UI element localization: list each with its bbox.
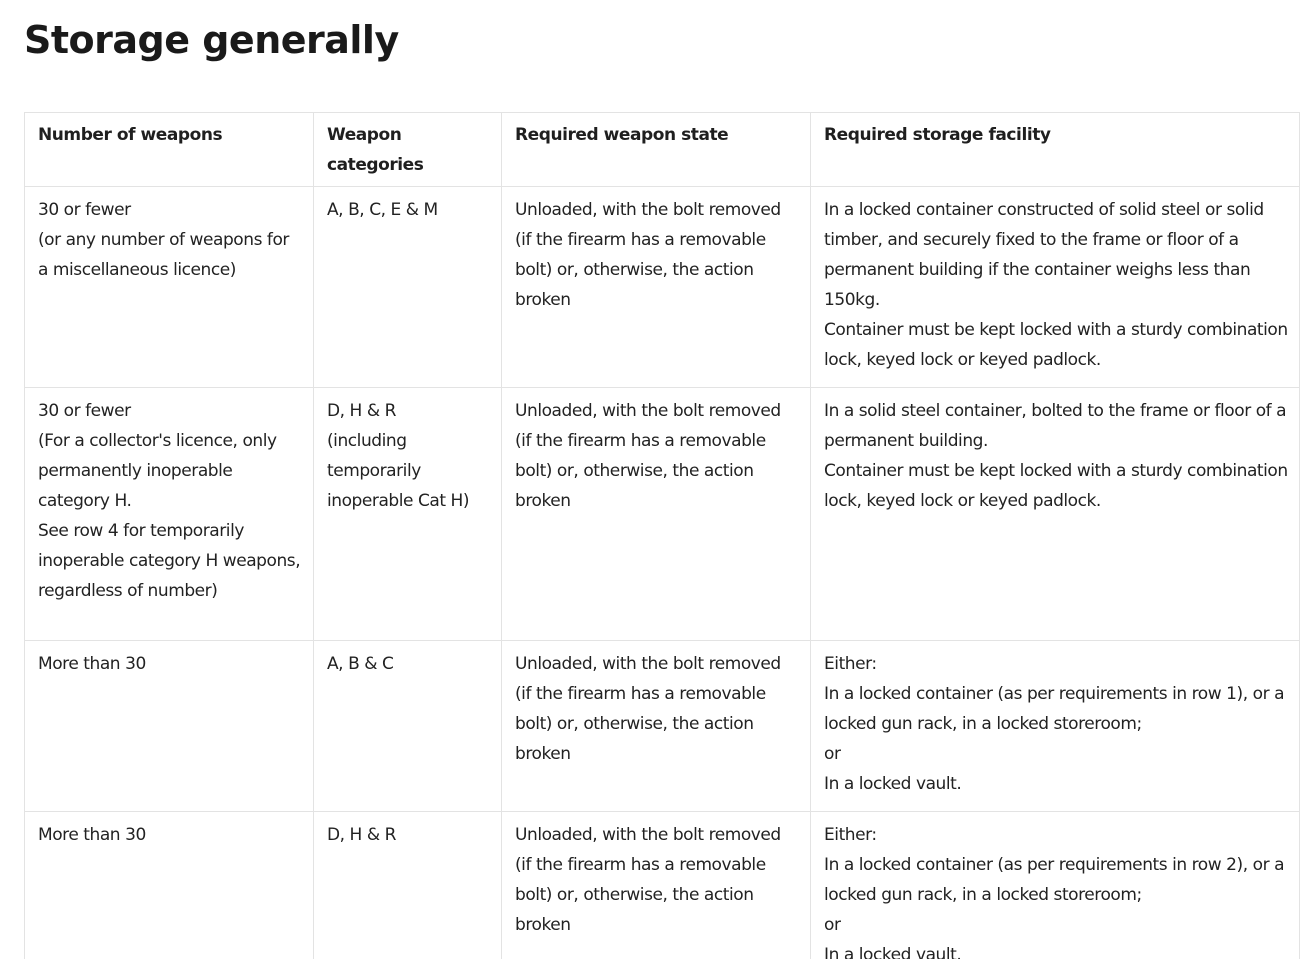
cell-text: (or any number of weapons for a miscellaneous licence) [38,230,289,280]
cell-required-storage-facility [811,812,1300,959]
table-row [25,388,1300,641]
cell-weapon-categories [314,388,502,641]
cell-required-weapon-state [502,641,811,812]
cell-text: A, B, C, E & M [327,200,438,220]
cell-weapon-categories [314,641,502,812]
cell-number-of-weapons [25,388,314,641]
cell-text: Unloaded, with the bolt removed (if the firearm has a removable bolt) or, otherwise, the action broken [515,200,781,310]
cell-text: 30 or fewer [38,401,131,421]
table-row [25,812,1300,959]
storage-table [24,112,1300,959]
cell-text: See row 4 for temporarily inoperable category H weapons, regardless of number) [38,521,301,601]
cell-text: 30 or fewer [38,200,131,220]
cell-text: Either: [824,825,877,845]
cell-text: In a locked container (as per requirements in row 1), or a locked gun rack, in a locked storeroom; [824,684,1285,734]
cell-text: or [824,915,841,935]
cell-required-storage-facility [811,388,1300,641]
cell-required-storage-facility [811,641,1300,812]
cell-text: (including temporarily inoperable Cat H) [327,431,470,511]
cell-text: In a locked container constructed of solid steel or solid timber, and securely fixed to the frame or floor of a permanent building if the container weighs less than 150kg. [824,200,1264,310]
cell-text: More than 30 [38,654,146,674]
cell-weapon-categories [314,812,502,959]
cell-required-weapon-state [502,187,811,388]
cell-number-of-weapons [25,187,314,388]
cell-text: Unloaded, with the bolt removed (if the firearm has a removable bolt) or, otherwise, the action broken [515,825,781,935]
cell-text: More than 30 [38,825,146,845]
cell-text: (For a collector's licence, only permanently inoperable category H. [38,431,277,511]
cell-text: Container must be kept locked with a sturdy combination lock, keyed lock or keyed padlock. [824,461,1288,511]
cell-text: Container must be kept locked with a sturdy combination lock, keyed lock or keyed padlock. [824,320,1288,370]
cell-text: In a locked vault. [824,774,962,794]
cell-text: In a solid steel container, bolted to the frame or floor of a permanent building. [824,401,1287,451]
header-required-weapon-state: Required weapon state [502,113,811,187]
cell-text: or [824,744,841,764]
table-header-row [25,113,1300,187]
page-title: Storage generally [24,18,399,62]
cell-text: Either: [824,654,877,674]
cell-text: Unloaded, with the bolt removed (if the firearm has a removable bolt) or, otherwise, the action broken [515,401,781,511]
cell-text: In a locked container (as per requirements in row 2), or a locked gun rack, in a locked storeroom; [824,855,1285,905]
table-row [25,187,1300,388]
cell-required-storage-facility [811,187,1300,388]
cell-text: D, H & R [327,401,396,421]
cell-number-of-weapons [25,641,314,812]
header-number-of-weapons: Number of weapons [25,113,314,187]
cell-required-weapon-state [502,812,811,959]
cell-text: D, H & R [327,825,396,845]
cell-text: In a locked vault. [824,945,962,959]
cell-text: Unloaded, with the bolt removed (if the firearm has a removable bolt) or, otherwise, the action broken [515,654,781,764]
cell-text: A, B & C [327,654,394,674]
table-row [25,641,1300,812]
cell-weapon-categories [314,187,502,388]
header-weapon-categories: Weapon categories [314,113,502,187]
cell-number-of-weapons [25,812,314,959]
header-required-storage-facility: Required storage facility [811,113,1300,187]
cell-required-weapon-state [502,388,811,641]
